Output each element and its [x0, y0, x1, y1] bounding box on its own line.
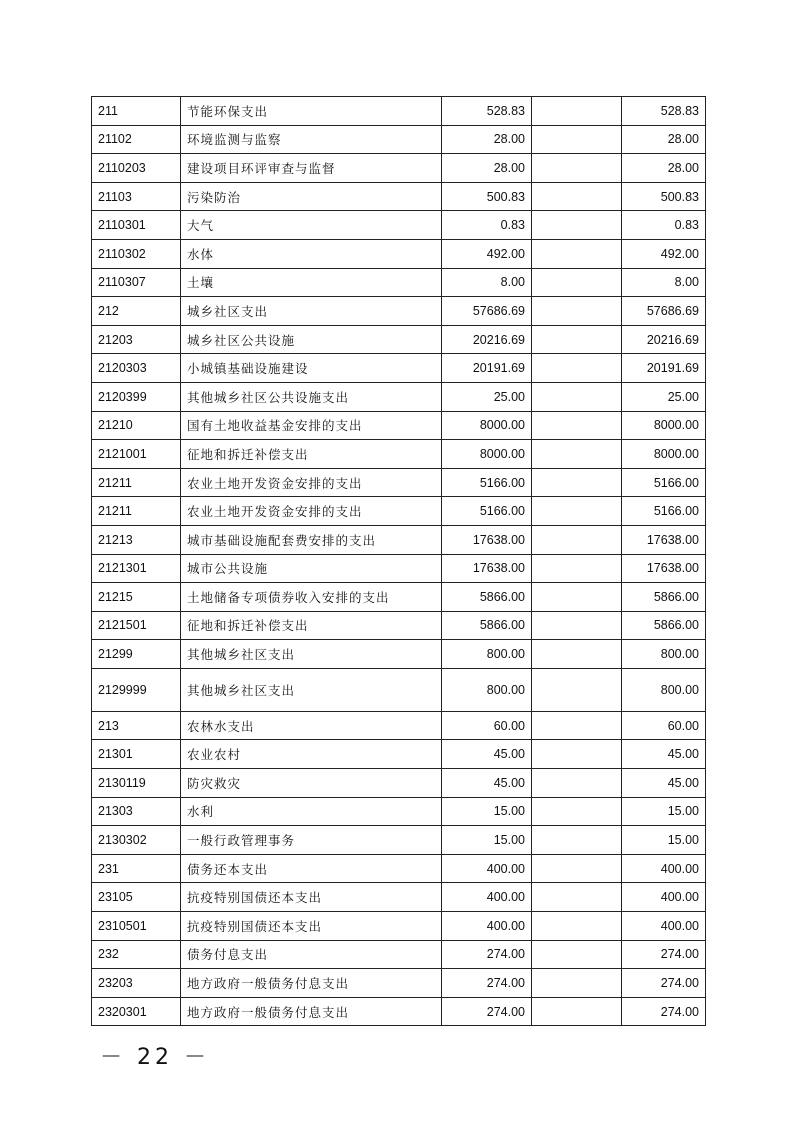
row-amount-b [532, 297, 622, 326]
row-amount-c: 5166.00 [622, 468, 706, 497]
row-code: 21303 [92, 797, 181, 826]
row-code: 231 [92, 854, 181, 883]
row-amount-a: 45.00 [442, 740, 532, 769]
row-amount-c: 8000.00 [622, 440, 706, 469]
row-amount-a: 800.00 [442, 668, 532, 711]
table-row [92, 769, 706, 798]
row-name: 污染防治 [181, 182, 442, 211]
row-code: 213 [92, 711, 181, 740]
row-code: 2110302 [92, 239, 181, 268]
row-code: 2110203 [92, 154, 181, 183]
row-name: 抗疫特别国债还本支出 [181, 912, 442, 941]
row-name: 地方政府一般债务付息支出 [181, 969, 442, 998]
row-amount-a: 800.00 [442, 640, 532, 669]
page-number: － 22 － [100, 1045, 210, 1070]
row-code: 21210 [92, 411, 181, 440]
row-amount-c: 500.83 [622, 182, 706, 211]
row-code: 2110307 [92, 268, 181, 297]
row-amount-b [532, 239, 622, 268]
table-row [92, 640, 706, 669]
row-amount-c: 274.00 [622, 940, 706, 969]
row-amount-b [532, 468, 622, 497]
row-code: 2121501 [92, 611, 181, 640]
row-amount-b [532, 912, 622, 941]
row-amount-b [532, 797, 622, 826]
row-amount-b [532, 525, 622, 554]
row-amount-c: 400.00 [622, 854, 706, 883]
row-amount-b [532, 354, 622, 383]
row-code: 2130302 [92, 826, 181, 855]
row-amount-a: 274.00 [442, 940, 532, 969]
row-amount-a: 28.00 [442, 154, 532, 183]
row-code: 21301 [92, 740, 181, 769]
row-amount-a: 60.00 [442, 711, 532, 740]
row-amount-a: 5866.00 [442, 583, 532, 612]
row-amount-a: 500.83 [442, 182, 532, 211]
row-code: 21203 [92, 325, 181, 354]
row-name: 城乡社区公共设施 [181, 325, 442, 354]
table-row [92, 268, 706, 297]
row-amount-b [532, 497, 622, 526]
row-amount-b [532, 125, 622, 154]
table-row [92, 969, 706, 998]
row-code: 232 [92, 940, 181, 969]
row-code: 23203 [92, 969, 181, 998]
row-amount-a: 8000.00 [442, 440, 532, 469]
row-amount-c: 17638.00 [622, 525, 706, 554]
row-amount-b [532, 554, 622, 583]
row-amount-b [532, 382, 622, 411]
row-amount-a: 274.00 [442, 969, 532, 998]
row-amount-c: 5166.00 [622, 497, 706, 526]
table-row [92, 611, 706, 640]
row-name: 债务付息支出 [181, 940, 442, 969]
table-row [92, 297, 706, 326]
row-amount-a: 8000.00 [442, 411, 532, 440]
row-amount-b [532, 411, 622, 440]
table-row [92, 497, 706, 526]
row-name: 债务还本支出 [181, 854, 442, 883]
table-row [92, 912, 706, 941]
row-code: 2129999 [92, 668, 181, 711]
row-amount-b [532, 711, 622, 740]
row-amount-a: 57686.69 [442, 297, 532, 326]
row-amount-c: 5866.00 [622, 583, 706, 612]
row-amount-c: 28.00 [622, 154, 706, 183]
row-amount-b [532, 154, 622, 183]
table-row [92, 411, 706, 440]
row-amount-b [532, 826, 622, 855]
row-amount-b [532, 854, 622, 883]
row-amount-a: 492.00 [442, 239, 532, 268]
row-amount-b [532, 211, 622, 240]
row-name: 其他城乡社区支出 [181, 640, 442, 669]
row-name: 大气 [181, 211, 442, 240]
row-code: 211 [92, 97, 181, 126]
row-amount-a: 17638.00 [442, 554, 532, 583]
row-amount-b [532, 325, 622, 354]
table-row [92, 583, 706, 612]
row-amount-a: 45.00 [442, 769, 532, 798]
table-row [92, 382, 706, 411]
row-amount-c: 8000.00 [622, 411, 706, 440]
row-code: 23105 [92, 883, 181, 912]
row-name: 抗疫特别国债还本支出 [181, 883, 442, 912]
row-amount-c: 15.00 [622, 797, 706, 826]
table-row [92, 97, 706, 126]
row-code: 21102 [92, 125, 181, 154]
row-amount-a: 0.83 [442, 211, 532, 240]
table-row [92, 125, 706, 154]
row-amount-c: 400.00 [622, 912, 706, 941]
row-amount-a: 400.00 [442, 912, 532, 941]
row-amount-b [532, 583, 622, 612]
row-amount-b [532, 997, 622, 1026]
row-code: 21213 [92, 525, 181, 554]
row-name: 城市基础设施配套费安排的支出 [181, 525, 442, 554]
table-row [92, 325, 706, 354]
row-amount-c: 492.00 [622, 239, 706, 268]
row-code: 21215 [92, 583, 181, 612]
row-name: 国有土地收益基金安排的支出 [181, 411, 442, 440]
row-name: 农业土地开发资金安排的支出 [181, 497, 442, 526]
row-amount-a: 20216.69 [442, 325, 532, 354]
row-amount-b [532, 668, 622, 711]
row-code: 21103 [92, 182, 181, 211]
table-row [92, 468, 706, 497]
row-name: 征地和拆迁补偿支出 [181, 440, 442, 469]
row-amount-c: 15.00 [622, 826, 706, 855]
row-amount-c: 800.00 [622, 668, 706, 711]
row-name: 防灾救灾 [181, 769, 442, 798]
row-code: 2130119 [92, 769, 181, 798]
row-amount-b [532, 182, 622, 211]
row-amount-a: 28.00 [442, 125, 532, 154]
row-amount-c: 5866.00 [622, 611, 706, 640]
table-row [92, 883, 706, 912]
table-row [92, 797, 706, 826]
row-amount-a: 5166.00 [442, 468, 532, 497]
row-code: 212 [92, 297, 181, 326]
budget-table [91, 96, 706, 1026]
table-row [92, 826, 706, 855]
row-code: 2310501 [92, 912, 181, 941]
row-amount-b [532, 440, 622, 469]
row-amount-b [532, 883, 622, 912]
row-name: 环境监测与监察 [181, 125, 442, 154]
table-row [92, 239, 706, 268]
row-amount-b [532, 268, 622, 297]
row-code: 21211 [92, 497, 181, 526]
row-amount-c: 57686.69 [622, 297, 706, 326]
table-row [92, 554, 706, 583]
row-amount-a: 17638.00 [442, 525, 532, 554]
row-amount-a: 20191.69 [442, 354, 532, 383]
row-amount-b [532, 611, 622, 640]
table-row [92, 525, 706, 554]
row-name: 地方政府一般债务付息支出 [181, 997, 442, 1026]
row-amount-c: 20191.69 [622, 354, 706, 383]
row-name: 土壤 [181, 268, 442, 297]
table-row [92, 182, 706, 211]
row-amount-b [532, 969, 622, 998]
row-name: 一般行政管理事务 [181, 826, 442, 855]
row-code: 2320301 [92, 997, 181, 1026]
row-code: 2121001 [92, 440, 181, 469]
row-amount-b [532, 940, 622, 969]
table-row [92, 997, 706, 1026]
row-amount-b [532, 97, 622, 126]
row-name: 其他城乡社区公共设施支出 [181, 382, 442, 411]
row-amount-a: 15.00 [442, 826, 532, 855]
row-amount-a: 25.00 [442, 382, 532, 411]
row-code: 2120303 [92, 354, 181, 383]
row-name: 建设项目环评审查与监督 [181, 154, 442, 183]
row-amount-c: 60.00 [622, 711, 706, 740]
table-row [92, 940, 706, 969]
row-amount-a: 400.00 [442, 883, 532, 912]
table-row [92, 354, 706, 383]
row-name: 小城镇基础设施建设 [181, 354, 442, 383]
row-amount-c: 45.00 [622, 740, 706, 769]
row-amount-a: 528.83 [442, 97, 532, 126]
table-row [92, 440, 706, 469]
row-amount-b [532, 769, 622, 798]
row-amount-c: 20216.69 [622, 325, 706, 354]
row-amount-c: 25.00 [622, 382, 706, 411]
row-amount-a: 274.00 [442, 997, 532, 1026]
row-amount-b [532, 640, 622, 669]
row-code: 21299 [92, 640, 181, 669]
row-code: 21211 [92, 468, 181, 497]
row-amount-a: 8.00 [442, 268, 532, 297]
row-name: 农业土地开发资金安排的支出 [181, 468, 442, 497]
table-row [92, 154, 706, 183]
row-amount-b [532, 740, 622, 769]
row-name: 农林水支出 [181, 711, 442, 740]
row-amount-c: 17638.00 [622, 554, 706, 583]
row-name: 征地和拆迁补偿支出 [181, 611, 442, 640]
row-code: 2120399 [92, 382, 181, 411]
table-row [92, 211, 706, 240]
table-row [92, 740, 706, 769]
row-code: 2110301 [92, 211, 181, 240]
row-amount-c: 528.83 [622, 97, 706, 126]
row-name: 水体 [181, 239, 442, 268]
row-amount-c: 8.00 [622, 268, 706, 297]
row-amount-c: 274.00 [622, 997, 706, 1026]
row-amount-a: 5866.00 [442, 611, 532, 640]
row-amount-c: 0.83 [622, 211, 706, 240]
row-code: 2121301 [92, 554, 181, 583]
row-amount-a: 5166.00 [442, 497, 532, 526]
row-amount-c: 800.00 [622, 640, 706, 669]
row-amount-c: 400.00 [622, 883, 706, 912]
table-row [92, 668, 706, 711]
row-amount-c: 274.00 [622, 969, 706, 998]
row-amount-a: 400.00 [442, 854, 532, 883]
table-row [92, 711, 706, 740]
table-body [92, 97, 706, 1026]
row-name: 土地储备专项债券收入安排的支出 [181, 583, 442, 612]
table-row [92, 854, 706, 883]
row-name: 城市公共设施 [181, 554, 442, 583]
row-amount-c: 45.00 [622, 769, 706, 798]
row-name: 节能环保支出 [181, 97, 442, 126]
row-name: 农业农村 [181, 740, 442, 769]
row-name: 城乡社区支出 [181, 297, 442, 326]
row-amount-a: 15.00 [442, 797, 532, 826]
row-name: 其他城乡社区支出 [181, 668, 442, 711]
row-name: 水利 [181, 797, 442, 826]
row-amount-c: 28.00 [622, 125, 706, 154]
